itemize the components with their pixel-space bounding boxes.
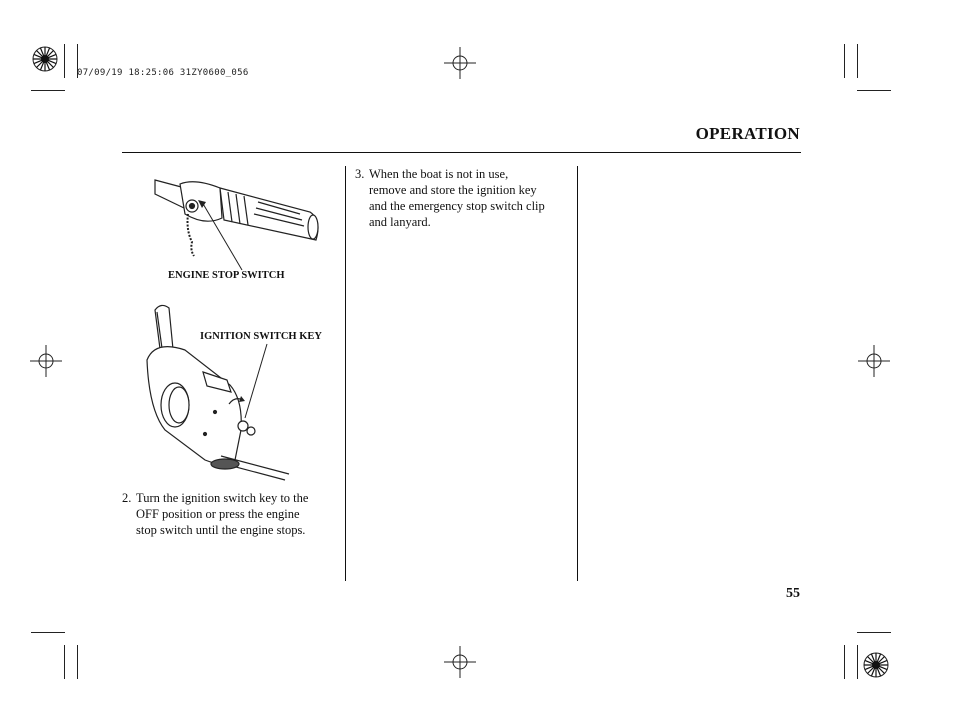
step-2 [122, 490, 344, 538]
engine-stop-switch-caption: ENGINE STOP SWITCH [168, 270, 285, 281]
step-line: and lanyard. [369, 215, 431, 229]
step-number: 3. [355, 167, 365, 181]
step-line: stop switch until the engine stops. [136, 523, 306, 537]
step-number: 2. [122, 491, 132, 505]
starburst-mark-top-left [32, 46, 58, 72]
registration-target-top [444, 47, 476, 79]
registration-target-right [858, 345, 890, 377]
step-line: OFF position or press the engine [136, 507, 300, 521]
tiller-handle-illustration [150, 170, 330, 260]
registration-target-left [30, 345, 62, 377]
starburst-mark-bottom-right [863, 652, 889, 678]
step-line: and the emergency stop switch clip [369, 199, 545, 213]
step-line: Turn the ignition switch key to the [136, 491, 309, 505]
registration-target-bottom [444, 646, 476, 678]
ignition-switch-key-caption: IGNITION SWITCH KEY [200, 331, 322, 342]
remote-control-box-illustration [135, 300, 295, 480]
column-divider-right [577, 166, 578, 581]
step-line: remove and store the ignition key [369, 183, 537, 197]
step-line: When the boat is not in use, [369, 167, 509, 181]
step-3 [355, 166, 575, 230]
section-title: OPERATION [695, 124, 800, 143]
print-slug: 07/09/19 18:25:06 31ZY0600_056 [77, 68, 249, 78]
page-number: 55 [786, 586, 800, 601]
column-divider-left [345, 166, 346, 581]
header-rule [122, 152, 801, 153]
